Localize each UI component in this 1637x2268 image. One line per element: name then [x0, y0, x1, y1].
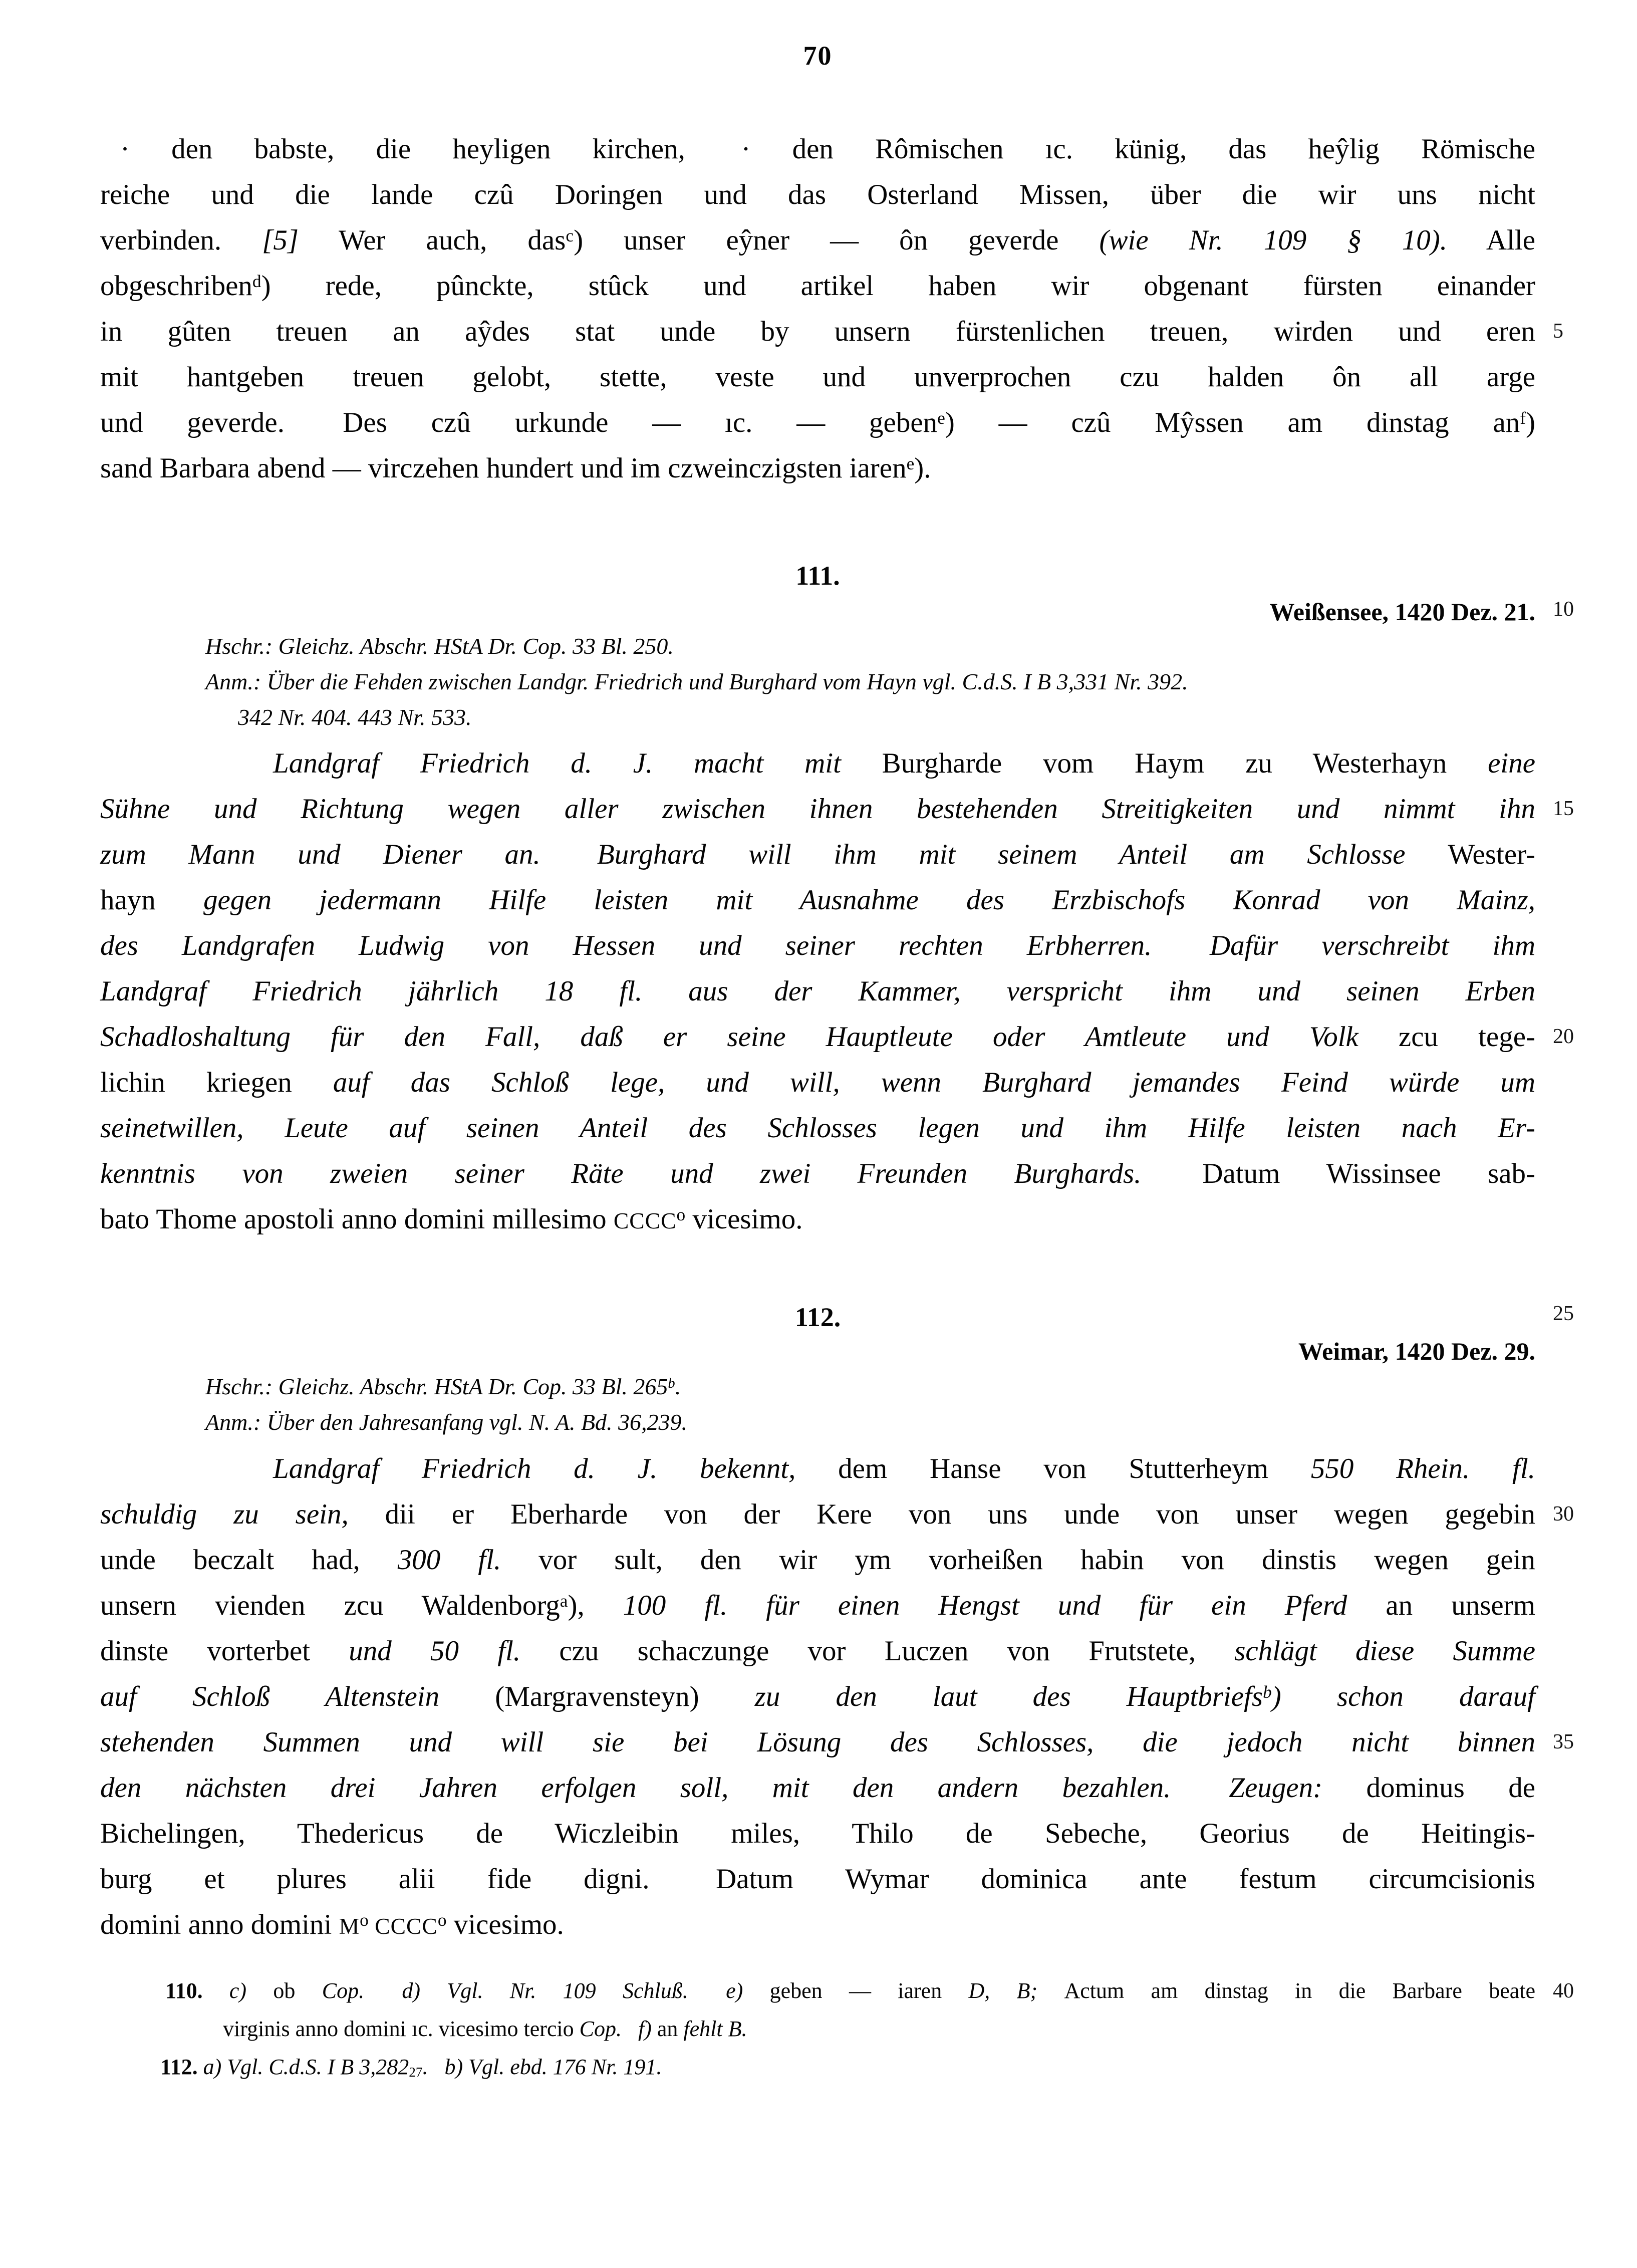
text-segment: Landgraf Friedrich d. J. bekennt,	[273, 1453, 839, 1484]
text-segment: (Margravensteyn)	[495, 1681, 755, 1712]
entry-112-text	[100, 1446, 1574, 1947]
text-segment: czu schaczunge vor Luczen von Frutstete,	[559, 1635, 1235, 1667]
margin-line-number: 20	[1553, 1025, 1574, 1048]
text-segment: Anm.: Über den Jahresanfang vgl. N. A. Bd. 36,239.	[205, 1409, 688, 1435]
text-segment: Hschr.: Gleichz. Abschr. HStA Dr. Cop. 33 Bl. 265	[205, 1374, 668, 1399]
text-segment: . b) Vgl. ebd. 176 Nr. 191.	[422, 2055, 662, 2079]
text-segment: Schadloshaltung für den Fall, daß er seine Hauptleute oder Amtleute und Volk	[100, 1021, 1399, 1053]
text-segment: dii er Eberharde von der Kere von uns unde von unser wegen gegebin	[385, 1498, 1535, 1530]
footnotes	[115, 1972, 1574, 2086]
entry-111-place-date	[100, 597, 1574, 626]
text-segment: Sühne und Richtung wegen aller zwischen ihnen bestehenden Streitigkeiten und nimmt ihn	[100, 793, 1535, 825]
text-line	[205, 664, 1535, 699]
text-segment: ),	[568, 1590, 623, 1621]
text-segment: eine	[1488, 747, 1535, 779]
text-line	[100, 1537, 1535, 1583]
text-line	[100, 445, 1535, 491]
text-segment: sand Barbara abend — virczehen hundert und im czweinczigsten iaren	[100, 452, 907, 484]
entry-111-sources	[205, 628, 1535, 735]
text-line	[100, 1196, 1535, 1242]
text-line	[100, 1060, 1535, 1105]
text-segment: 300 fl.	[397, 1544, 539, 1576]
text-line	[115, 2010, 1535, 2048]
text-segment: ).	[914, 452, 931, 484]
place-date-label: Weißensee, 1420 Dez. 21.	[1269, 598, 1535, 626]
text-line	[100, 1151, 1535, 1196]
text-line	[100, 1583, 1535, 1628]
text-segment: 27	[409, 2064, 423, 2080]
entry-111-number	[100, 560, 1535, 591]
text-segment: vicesimo.	[446, 1909, 564, 1940]
text-segment: dem Hanse von Stutterheym	[838, 1453, 1311, 1484]
text-segment: stehenden Summen und will sie bei Lösung des Schlosses, die jedoch nicht binnen	[100, 1726, 1535, 1758]
text-segment: reiche und die lande czû Doringen und das Osterland Missen, über die wir uns nicht	[100, 179, 1535, 210]
footnote-ref: o	[360, 1910, 369, 1930]
text-line	[100, 923, 1535, 968]
footnote-ref: f	[1520, 408, 1526, 428]
footnote-ref: c	[566, 226, 574, 246]
text-segment: Cop. f)	[579, 2017, 657, 2041]
text-segment: Wer auch, das	[299, 224, 566, 256]
text-segment: Datum Wissinsee sab-	[1202, 1158, 1535, 1189]
text-line	[100, 786, 1574, 832]
text-line	[100, 1628, 1535, 1674]
text-segment: dinste vorterbet	[100, 1635, 349, 1667]
text-line	[100, 263, 1535, 309]
text-segment: Actum am dinstag in die Barbare beate	[1064, 1978, 1536, 2003]
text-line	[100, 400, 1535, 445]
text-segment: )	[1526, 407, 1535, 438]
text-segment: seinetwillen, Leute auf seinen Anteil des Schlosses legen und ihm Hilfe leisten nach Er-	[100, 1112, 1535, 1144]
text-segment: ) unser eŷner — ôn geverde	[574, 224, 1100, 256]
text-line	[100, 968, 1535, 1014]
text-segment: kenntnis von zweien seiner Räte und zwei Freunden Burghards.	[100, 1158, 1203, 1189]
text-segment: mit hantgeben treuen gelobt, stette, veste und unverprochen czu halden ôn all arge	[100, 361, 1535, 393]
text-segment: des Landgrafen Ludwig von Hessen und seiner rechten Erbherren. Dafür verschreibt ihm	[100, 930, 1535, 961]
text-segment: 112.	[160, 2055, 203, 2079]
text-segment: Landgraf Friedrich jährlich 18 fl. aus der Kammer, verspricht ihm und seinen Erben	[100, 975, 1535, 1007]
margin-line-number: 40	[1553, 1979, 1574, 2002]
text-segment: dominus de	[1366, 1772, 1536, 1804]
text-segment: c)	[229, 1978, 274, 2003]
text-line	[100, 877, 1535, 923]
text-segment: zum Mann und Diener an. Burghard will ihm mit seinem Anteil am Schlosse	[100, 839, 1448, 870]
entry-112-number	[100, 1302, 1574, 1333]
text-segment: .	[675, 1374, 681, 1399]
text-line	[100, 740, 1535, 786]
entry-110-continuation-text	[100, 126, 1563, 491]
text-line	[115, 1972, 1574, 2010]
text-segment: ) schon darauf	[1271, 1681, 1536, 1712]
text-segment: vicesimo.	[685, 1203, 803, 1235]
text-segment: [5]	[262, 224, 299, 256]
text-segment: Wester-	[1448, 839, 1535, 870]
text-line	[205, 1369, 1535, 1404]
text-line	[100, 832, 1535, 877]
text-segment: fehlt B.	[683, 2017, 747, 2041]
footnote-ref: d	[252, 272, 261, 292]
text-line	[205, 699, 1535, 735]
text-line	[100, 1856, 1535, 1902]
text-line	[100, 1014, 1574, 1060]
text-line	[100, 1674, 1535, 1719]
text-line	[205, 1404, 1535, 1440]
text-line	[205, 628, 1535, 664]
text-segment: Alle	[1447, 224, 1535, 256]
text-segment: Burgharde vom Haym zu Westerhayn	[882, 747, 1488, 779]
text-segment: hayn	[100, 884, 203, 916]
text-segment: schlägt diese Summe	[1234, 1635, 1535, 1667]
footnote-ref: b	[1263, 1682, 1272, 1702]
margin-line-number: 15	[1553, 797, 1574, 820]
text-line	[100, 1902, 1535, 1947]
margin-line-number: 30	[1553, 1502, 1574, 1526]
text-segment: geben — iaren	[769, 1978, 969, 2003]
text-segment: auf Schloß Altenstein	[100, 1681, 495, 1712]
text-segment: den nächsten drei Jahren erfolgen soll, mit den andern bezahlen. Zeugen:	[100, 1772, 1367, 1804]
text-segment: (wie Nr. 109 § 10).	[1099, 224, 1447, 256]
text-segment: domini anno domini	[100, 1909, 339, 1940]
text-segment: CCCC	[613, 1208, 677, 1233]
margin-line-number: 25	[1553, 1302, 1574, 1325]
text-line	[100, 354, 1535, 400]
place-date-label: Weimar, 1420 Dez. 29.	[1298, 1337, 1535, 1365]
text-segment: D, B;	[968, 1978, 1064, 2003]
text-segment: und 50 fl.	[349, 1635, 560, 1667]
text-segment: bato Thome apostoli anno domini millesimo	[100, 1203, 614, 1235]
text-segment: unsern vienden zcu Waldenborg	[100, 1590, 560, 1621]
text-segment: a) Vgl. C.d.S. I B 3,282	[203, 2055, 409, 2079]
text-line	[100, 1765, 1535, 1811]
entry-number-label: 111.	[795, 561, 840, 591]
text-segment: unde beczalt had,	[100, 1544, 398, 1576]
text-segment: ) — czû Mŷssen am dinstag an	[945, 407, 1520, 438]
text-line	[100, 126, 1535, 172]
text-line	[100, 1446, 1535, 1491]
text-segment: Hschr.: Gleichz. Abschr. HStA Dr. Cop. 33 Bl. 250.	[205, 633, 674, 659]
entry-111-text	[100, 740, 1574, 1242]
text-segment: verbinden.	[100, 224, 262, 256]
text-segment: M	[339, 1913, 360, 1939]
text-segment: vor sult, den wir ym vorheißen habin von dinstis wegen gein	[538, 1544, 1535, 1576]
text-segment: CCCC	[368, 1913, 438, 1939]
text-segment: Anm.: Über die Fehden zwischen Landgr. Friedrich und Burghard vom Hayn vgl. C.d.S. I B 3,331 Nr. 392.	[205, 669, 1188, 694]
text-line	[100, 217, 1535, 263]
text-segment: lichin kriegen	[100, 1067, 333, 1098]
text-segment: auf das Schloß lege, und will, wenn Burghard jemandes Feind würde um	[333, 1067, 1535, 1098]
text-segment: und geverde. Des czû urkunde — ıc. — geben	[100, 407, 938, 438]
text-segment: 342 Nr. 404. 443 Nr. 533.	[238, 704, 472, 730]
page-number: 70	[803, 41, 833, 71]
footnote-ref: o	[676, 1205, 686, 1225]
text-line	[100, 1105, 1535, 1151]
footnote-ref: o	[437, 1910, 447, 1930]
entry-112-place-date	[100, 1337, 1535, 1366]
text-segment: in gûten treuen an aŷdes stat unde by unsern fürstenlichen treuen, wirden und eren	[100, 316, 1535, 347]
text-segment: an unserm	[1386, 1590, 1536, 1621]
margin-line-number: 35	[1553, 1730, 1574, 1753]
text-segment: an	[657, 2017, 684, 2041]
text-segment: zcu tege-	[1398, 1021, 1535, 1053]
text-segment: 550 Rhein. fl.	[1310, 1453, 1535, 1484]
text-segment: ) rede, pûnckte, stûck und artikel haben wir obgenant fürsten einander	[261, 270, 1535, 302]
text-segment: Landgraf Friedrich d. J. macht mit	[273, 747, 882, 779]
text-segment: 100 fl. für einen Hengst und für ein Pferd	[623, 1590, 1386, 1621]
text-line	[100, 1719, 1574, 1765]
text-segment: ob	[273, 1978, 322, 2003]
footnote-ref: e	[906, 454, 915, 474]
text-segment: zu den laut des Hauptbriefs	[754, 1681, 1263, 1712]
text-segment: burg et plures alii fide digni. Datum Wymar dominica ante festum circumcisionis	[100, 1863, 1535, 1895]
margin-line-number: 5	[1553, 320, 1563, 343]
entry-112-sources	[205, 1369, 1535, 1440]
text-segment: Bichelingen, Thedericus de Wiczleibin miles, Thilo de Sebeche, Georius de Heitingis-	[100, 1818, 1535, 1849]
entry-number-label: 112.	[794, 1302, 841, 1332]
text-segment: obgeschriben	[100, 270, 252, 302]
text-line	[100, 1491, 1574, 1537]
text-segment: virginis anno domini ıc. vicesimo tercio	[223, 2017, 580, 2041]
text-segment: · den babste, die heyligen kirchen, · den Rômischen ıc. künig, das heŷlig Römische	[120, 133, 1535, 165]
text-line	[115, 2048, 1535, 2086]
margin-line-number: 10	[1553, 598, 1574, 621]
text-line	[100, 1811, 1535, 1856]
text-segment: 110.	[165, 1978, 229, 2003]
text-segment: Cop. d) Vgl. Nr. 109 Schluß. e)	[322, 1978, 770, 2003]
footnote-ref: b	[668, 1376, 675, 1392]
footnote-ref: e	[937, 408, 945, 428]
text-line	[100, 172, 1535, 217]
footnote-ref: a	[560, 1591, 568, 1611]
text-segment: gegen jedermann Hilfe leisten mit Ausnahme des Erzbischofs Konrad von Mainz,	[203, 884, 1535, 916]
text-line	[100, 309, 1563, 354]
text-segment: schuldig zu sein,	[100, 1498, 385, 1530]
